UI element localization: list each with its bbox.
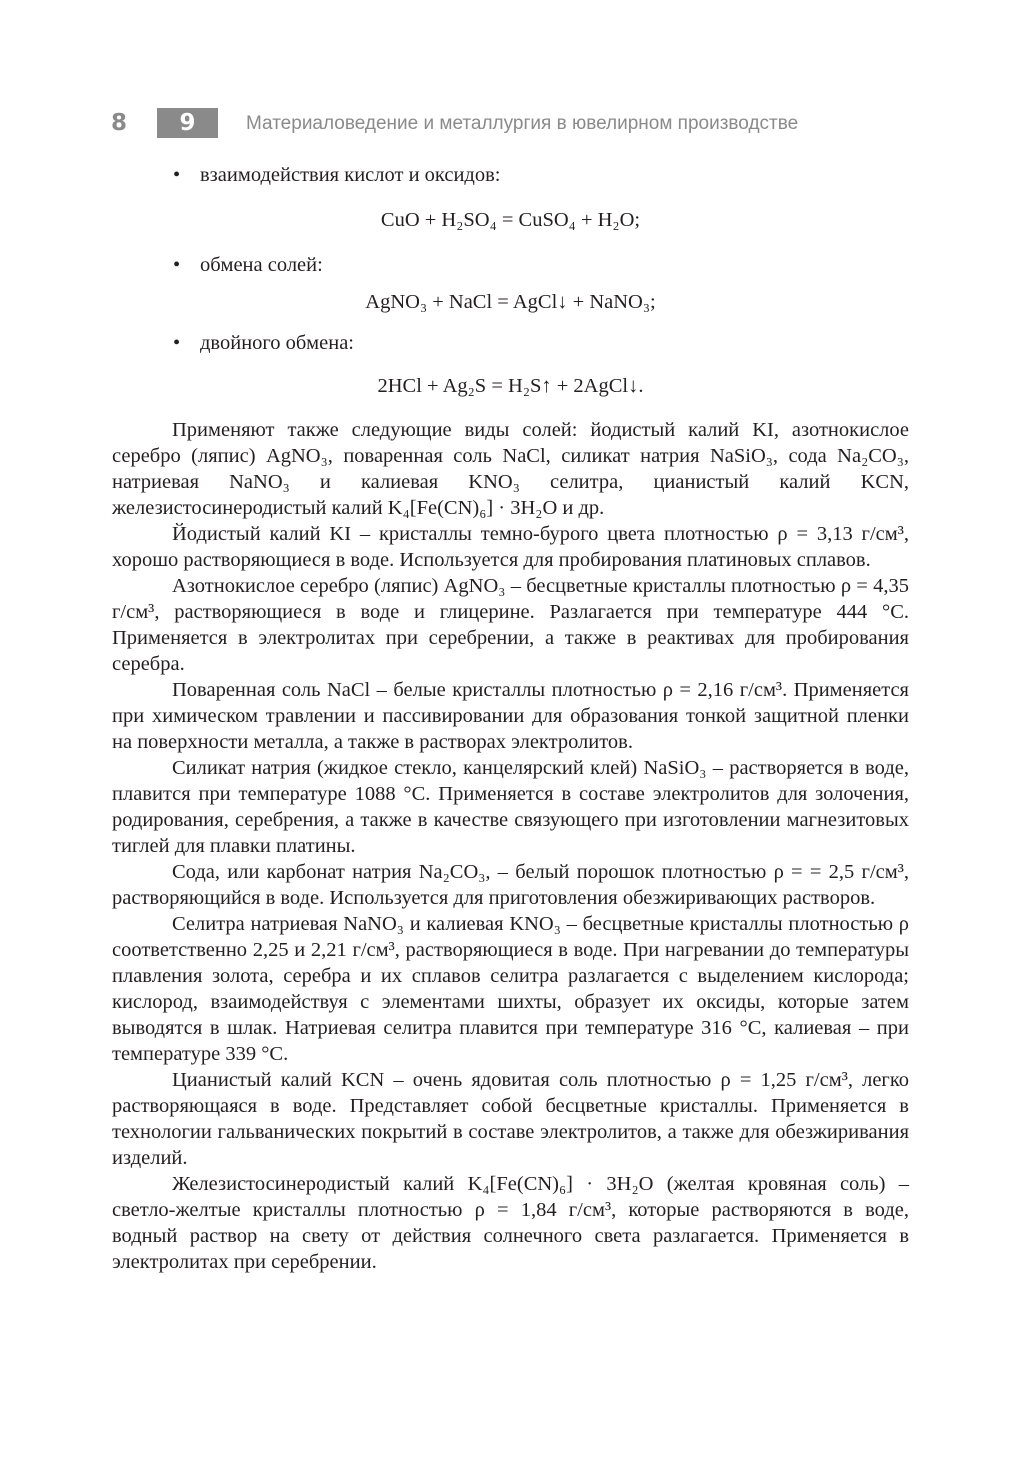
bullet-item bbox=[112, 330, 909, 356]
paragraph-potassium-iodide: Йодистый калий KI – кристаллы темно-бурого цвета плотностью ρ = 3,13 г/см³, хорошо растворяющиеся в воде. Используется для пробирования платиновых сплавов. bbox=[112, 523, 909, 571]
bullet-item bbox=[112, 252, 909, 278]
paragraph-saltpeter: Селитра натриевая NaNO₃ и калиевая KNO₃ – бесцветные кристаллы плотностью ρ соответственно 2,25 и 2,21 г/см³, растворяющиеся в воде. При нагревании до температуры плавления золота, серебра и их сплавов селитра разлагается с выделением кислорода; кислород, взаимодействуя с элементами шихты, образует их оксиды, которые затем выводятся в шлак. Натриевая селитра плавится при температуре 316 °С, калиевая – при температуре 339 °С. bbox=[112, 913, 909, 1065]
paragraph-silver-nitrate: Азотнокислое серебро (ляпис) AgNO₃ – бесцветные кристаллы плотностью ρ = 4,35 г/см³, растворяющиеся в воде и глицерине. Разлагается при температуре 444 °С. Применяется в электролитах при серебрении, а также в реактивах для пробирования серебра. bbox=[112, 575, 909, 675]
paragraph-soda: Сода, или карбонат натрия Na₂CO₃, – белый порошок плотностью ρ = = 2,5 г/см³, растворяющийся в воде. Используется для приготовления обезжиривающих растворов. bbox=[112, 861, 909, 909]
bullet-label: обмена солей: bbox=[200, 254, 323, 276]
equation: CuO + H₂SO₄ = CuSO₄ + H₂O; bbox=[380, 209, 641, 231]
paragraph-sodium-chloride: Поваренная соль NaCl – белые кристаллы плотностью ρ = 2,16 г/см³. Применяется при химическом травлении и пассивировании для образования тонкой защитной пленки на поверхности металла, а также в растворах электролитов. bbox=[112, 679, 909, 753]
page-number-right: 9 bbox=[157, 108, 218, 138]
paragraph-potassium-ferrocyanide: Железистосинеродистый калий K₄[Fe(CN)₆] · 3H₂O (желтая кровяная соль) – светло-желтые кристаллы плотностью ρ = 1,84 г/см³, которые растворяются в воде, водный раствор на свету от действия солнечного света разлагается. Применяется в электролитах при серебрении. bbox=[112, 1173, 909, 1273]
bullet-label: взаимодействия кислот и оксидов: bbox=[200, 164, 501, 186]
page-header bbox=[0, 108, 1022, 140]
bullet-dot: • bbox=[173, 254, 181, 276]
bullet-dot: • bbox=[173, 332, 181, 354]
bullet-dot: • bbox=[173, 164, 181, 186]
paragraph-potassium-cyanide: Цианистый калий KCN – очень ядовитая соль плотностью ρ = 1,25 г/см³, легко растворяющаяся в воде. Представляет собой бесцветные кристаллы. Применяется в технологии гальванических покрытий в составе электролитов, а также для обезжиривания изделий. bbox=[112, 1069, 909, 1169]
page-number-left: 8 bbox=[111, 110, 128, 136]
paragraph-intro: Применяют также следующие виды солей: йодистый калий KI, азотнокислое серебро (ляпис) AgNO₃, поваренная соль NaCl, силикат натрия NaSiO₃, сода Na₂CO₃, натриевая NaNO₃ и калиевая KNO₃ селитра, цианистый калий KCN, железистосинеродистый калий K₄[Fe(CN)₆] · 3H₂O и др. bbox=[112, 419, 909, 519]
bullet-item bbox=[112, 162, 909, 188]
equation: AgNO₃ + NaCl = AgCl↓ + NaNO₃; bbox=[365, 291, 656, 313]
equation: 2HCl + Ag₂S = H₂S↑ + 2AgCl↓. bbox=[377, 375, 644, 397]
bullet-label: двойного обмена: bbox=[200, 332, 355, 354]
body-text bbox=[112, 160, 909, 1275]
paragraph-sodium-silicate: Силикат натрия (жидкое стекло, канцелярский клей) NaSiO₃ – растворяется в воде, плавится при температуре 1088 °С. Применяется в составе электролитов для золочения, родирования, серебрения, а также в качестве связующего при изготовлении магнезитовых тиглей для плавки платины. bbox=[112, 757, 909, 857]
running-title: Материаловедение и металлургия в ювелирном производстве bbox=[246, 113, 799, 134]
